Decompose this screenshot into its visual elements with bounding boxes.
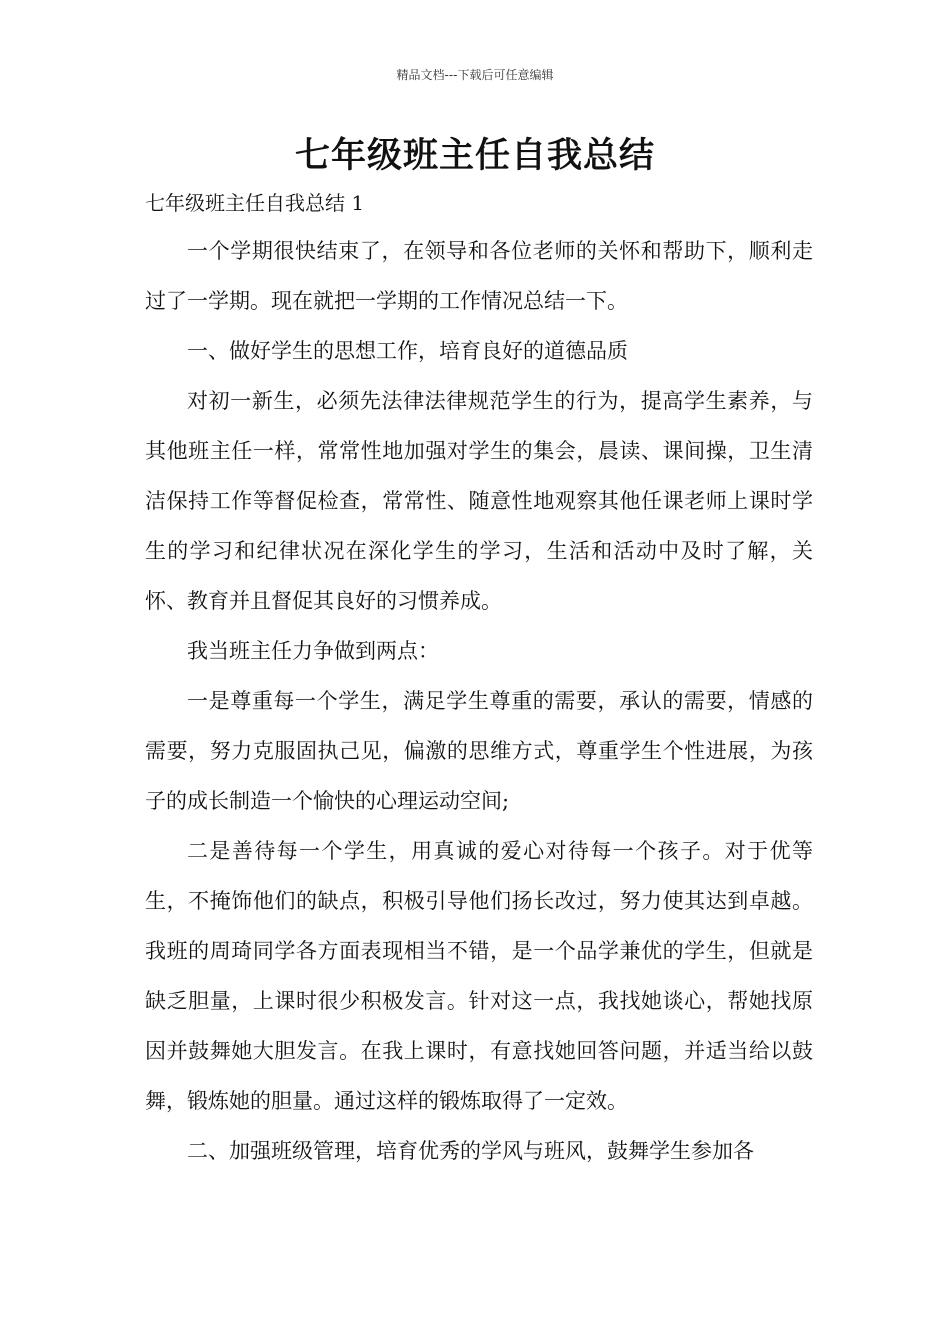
document-title: 七年级班主任自我总结 — [294, 136, 655, 176]
section-subtitle: 七年级班主任自我总结 1 — [145, 191, 365, 215]
paragraph: 对初一新生，必须先法律法律规范学生的行为，提高学生素养，与其他班主任一样，常常性地加强对学生的集会，晨读、课间操，卫生清洁保持工作等督促检查，常常性、随意性地观察其他任课老师上课时学生的学习和纪律状况在深化学生的学习，生活和活动中及时了解，关怀、教育并且督促其良好的习惯养成。 — [145, 389, 813, 613]
paragraph: 二、加强班级管理，培育优秀的学风与班风，鼓舞学生参加各 — [187, 1139, 754, 1163]
page-header: 精品文档---下载后可任意编辑 — [396, 68, 554, 82]
paragraph: 一、做好学生的思想工作，培育良好的道德品质 — [187, 339, 628, 363]
document-body — [145, 226, 813, 1176]
paragraph: 一是尊重每一个学生，满足学生尊重的需要，承认的需要，情感的需要，努力克服固执己见，偏激的思维方式，尊重学生个性进展，为孩子的成长制造一个愉快的心理运动空间; — [145, 689, 813, 813]
paragraph: 我当班主任力争做到两点： — [187, 639, 439, 663]
paragraph: 二是善待每一个学生，用真诚的爱心对待每一个孩子。对于优等生，不掩饰他们的缺点，积极引导他们扬长改过，努力使其达到卓越。我班的周琦同学各方面表现相当不错，是一个品学兼优的学生，但就是缺乏胆量，上课时很少积极发言。针对这一点，我找她谈心，帮她找原因并鼓舞她大胆发言。在我上课时，有意找她回答问题，并适当给以鼓舞，锻炼她的胆量。通过这样的锻炼取得了一定效。 — [145, 839, 813, 1113]
paragraph: 一个学期很快结束了，在领导和各位老师的关怀和帮助下，顺利走过了一学期。现在就把一学期的工作情况总结一下。 — [145, 239, 813, 313]
